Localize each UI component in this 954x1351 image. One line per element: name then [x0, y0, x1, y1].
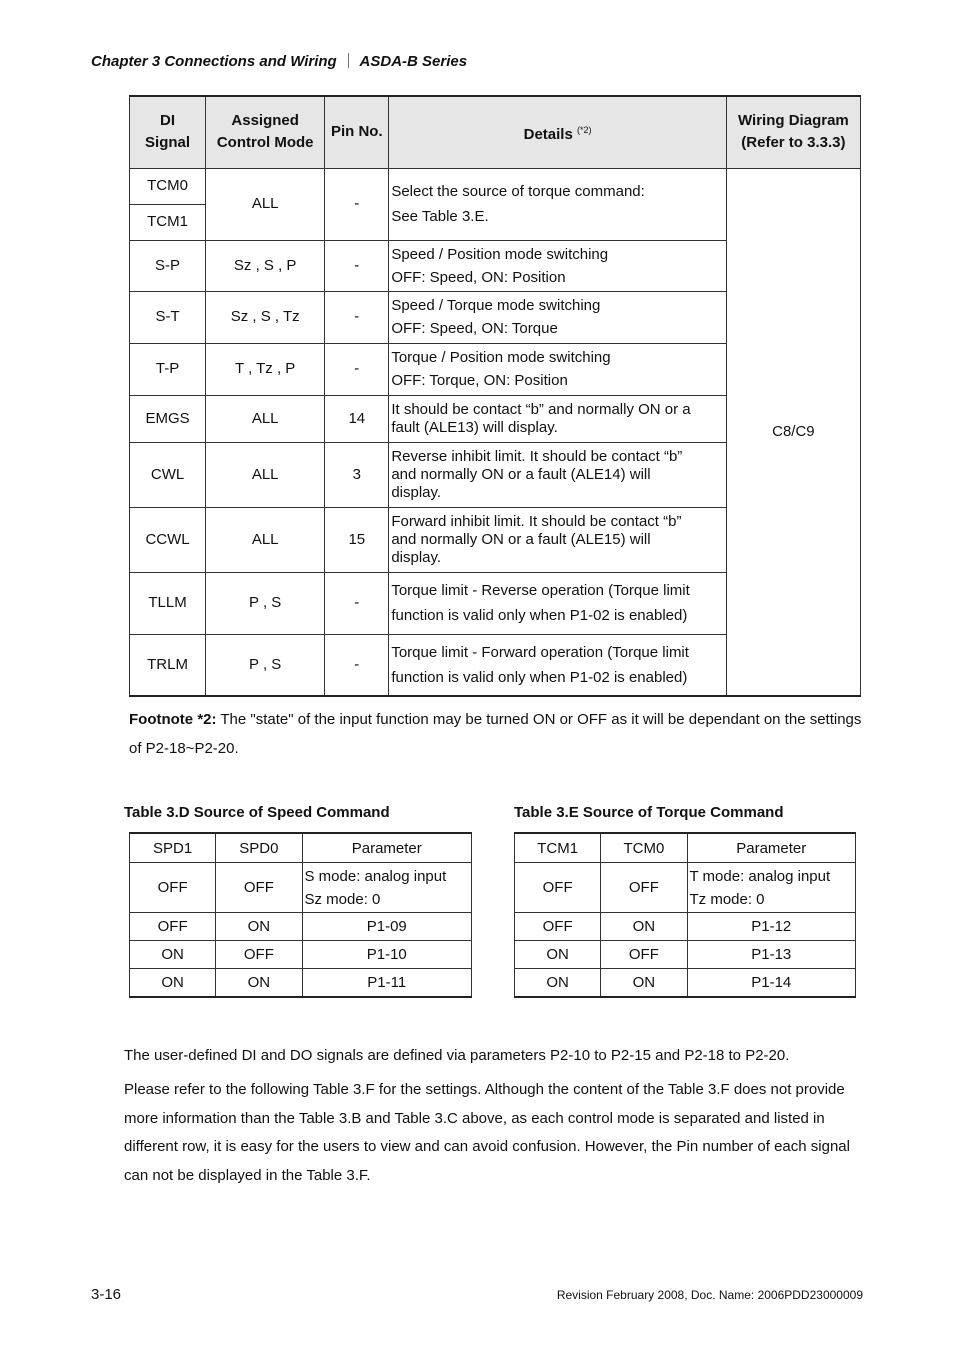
mode-cell: T , Tz , P	[206, 343, 325, 395]
paragraph-di-do-definition: The user-defined DI and DO signals are defined via parameters P2-10 to P2-15 and P2-18 to P2-20.	[124, 1047, 790, 1064]
footnote-text: The "state" of the input function may be turned ON or OFF as it will be dependant on the settings of P2-18~P2-20.	[129, 711, 862, 757]
table-cell: P1-14	[687, 969, 856, 998]
details-cell: Torque limit - Reverse operation (Torque limit function is valid only when P1-02 is enabled)	[389, 572, 726, 634]
table-cell: P1-10	[302, 941, 472, 969]
mode-cell: ALL	[206, 507, 325, 572]
di-signal-table	[129, 95, 861, 697]
pin-cell: 15	[325, 507, 389, 572]
table-row	[130, 168, 861, 204]
pin-cell: -	[325, 572, 389, 634]
chapter-title: Chapter 3 Connections and Wiring	[91, 53, 337, 70]
signal-cell: CWL	[130, 442, 206, 507]
details-cell: Speed / Torque mode switching OFF: Speed, ON: Torque	[389, 291, 726, 343]
signal-cell: EMGS	[130, 395, 206, 442]
col-header-pin: Pin No.	[325, 96, 389, 168]
table-row	[515, 913, 856, 941]
table-cell: ON	[515, 969, 601, 998]
col-header-di-signal: DI Signal	[130, 96, 206, 168]
col-header: TCM1	[515, 833, 601, 863]
signal-cell: CCWL	[130, 507, 206, 572]
details-cell: Reverse inhibit limit. It should be contact “b” and normally ON or a fault (ALE14) will display.	[389, 442, 726, 507]
wiring-diagram-cell: C8/C9	[726, 168, 860, 696]
col-header: TCM0	[601, 833, 687, 863]
revision-info: Revision February 2008, Doc. Name: 2006PDD23000009	[556, 1288, 863, 1302]
table-e-caption: Table 3.E Source of Torque Command	[514, 804, 784, 821]
table-cell: P1-09	[302, 913, 472, 941]
mode-cell: P , S	[206, 572, 325, 634]
footnote	[129, 705, 864, 763]
col-header-wiring: Wiring Diagram (Refer to 3.3.3)	[726, 96, 860, 168]
paragraph-table-3f-reference: Please refer to the following Table 3.F for the settings. Although the content of the Table 3.F does not provide more information than the Table 3.B and Table 3.C above, as each control mode is separated and listed in different row, it is easy for the users to view and can avoid confusion. However, the Pin number of each signal can not be displayed in the Table 3.F.	[124, 1081, 850, 1185]
table-cell: ON	[216, 913, 302, 941]
pin-cell: 3	[325, 442, 389, 507]
table-cell: OFF	[601, 941, 687, 969]
signal-cell: S-P	[130, 240, 206, 291]
details-cell: Forward inhibit limit. It should be contact “b” and normally ON or a fault (ALE15) will display.	[389, 507, 726, 572]
header-separator: ｜	[340, 53, 356, 70]
table-row	[130, 913, 472, 941]
details-cell: It should be contact “b” and normally ON or a fault (ALE13) will display.	[389, 395, 726, 442]
table-cell: OFF	[130, 863, 216, 913]
table-cell: ON	[130, 969, 216, 998]
mode-cell: P , S	[206, 634, 325, 696]
table-cell: P1-13	[687, 941, 856, 969]
table-cell: S mode: analog input Sz mode: 0	[302, 863, 472, 913]
signal-cell: TLLM	[130, 572, 206, 634]
mode-cell: Sz , S , Tz	[206, 291, 325, 343]
table-cell: P1-12	[687, 913, 856, 941]
details-cell: Select the source of torque command: See Table 3.E.	[389, 168, 726, 240]
col-header: Parameter	[687, 833, 856, 863]
signal-cell: TCM1	[130, 204, 206, 240]
table-cell: ON	[601, 913, 687, 941]
table-cell: OFF	[216, 863, 302, 913]
signal-cell: S-T	[130, 291, 206, 343]
table-cell: T mode: analog input Tz mode: 0	[687, 863, 856, 913]
pin-cell: 14	[325, 395, 389, 442]
page-number: 3-16	[91, 1286, 122, 1303]
table-cell: OFF	[515, 913, 601, 941]
table-cell: ON	[515, 941, 601, 969]
details-cell: Speed / Position mode switching OFF: Speed, ON: Position	[389, 240, 726, 291]
signal-cell: T-P	[130, 343, 206, 395]
table-cell: OFF	[216, 941, 302, 969]
series-title: ASDA-B Series	[359, 53, 468, 70]
mode-cell: ALL	[206, 442, 325, 507]
mode-cell: Sz , S , P	[206, 240, 325, 291]
col-header-details: Details $^{(*2)}$	[389, 96, 726, 168]
pin-cell: -	[325, 343, 389, 395]
table-cell: ON	[216, 969, 302, 998]
table-row	[515, 969, 856, 998]
table-row	[130, 969, 472, 998]
table-row	[130, 863, 472, 913]
table-row	[515, 941, 856, 969]
pin-cell: -	[325, 291, 389, 343]
torque-command-table	[514, 832, 856, 998]
table-cell: OFF	[601, 863, 687, 913]
table-cell: OFF	[515, 863, 601, 913]
pin-cell: -	[325, 240, 389, 291]
table-cell: ON	[130, 941, 216, 969]
page-header	[91, 50, 467, 71]
mode-cell: ALL	[206, 168, 325, 240]
col-header: SPD0	[216, 833, 302, 863]
col-header: SPD1	[130, 833, 216, 863]
table-row	[130, 941, 472, 969]
signal-cell: TRLM	[130, 634, 206, 696]
table-cell: ON	[601, 969, 687, 998]
table-header-row	[130, 833, 472, 863]
table-header-row	[515, 833, 856, 863]
footnote-ref: (*2)	[576, 124, 592, 135]
footnote-label: Footnote *2:	[129, 711, 217, 728]
details-cell: Torque / Position mode switching OFF: Torque, ON: Position	[389, 343, 726, 395]
table-d-caption: Table 3.D Source of Speed Command	[124, 804, 390, 821]
speed-command-table	[129, 832, 472, 998]
pin-cell: -	[325, 168, 389, 240]
col-header-control-mode: Assigned Control Mode	[206, 96, 325, 168]
mode-cell: ALL	[206, 395, 325, 442]
pin-cell: -	[325, 634, 389, 696]
details-cell: Torque limit - Forward operation (Torque limit function is valid only when P1-02 is enabled)	[389, 634, 726, 696]
table-header-row	[130, 96, 861, 168]
table-cell: OFF	[130, 913, 216, 941]
table-row	[515, 863, 856, 913]
table-cell: P1-11	[302, 969, 472, 998]
col-header: Parameter	[302, 833, 472, 863]
signal-cell: TCM0	[130, 168, 206, 204]
